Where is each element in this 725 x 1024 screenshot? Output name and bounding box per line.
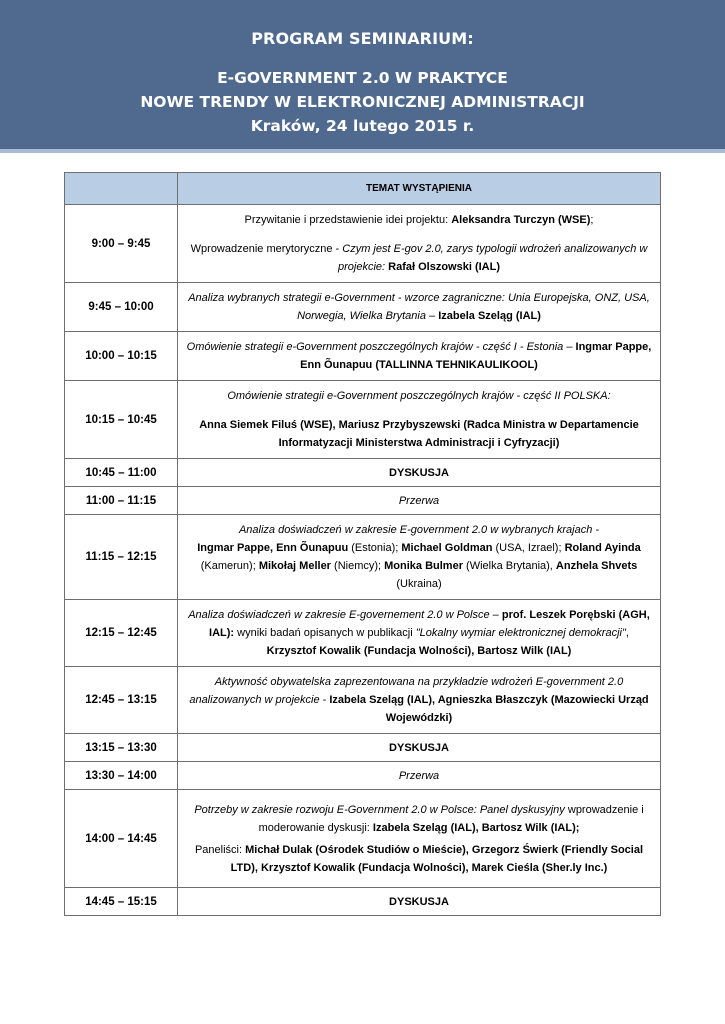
break-cell: Przerwa: [178, 762, 661, 790]
speaker-name: Anzhela Shvets: [555, 560, 638, 572]
speaker-name: Monika Bulmer: [384, 560, 463, 572]
topic-text: Analiza doświadczeń w zakresie E-governement 2.0 w Polsce: [188, 609, 490, 621]
topic-line: Omówienie strategii e-Government poszczególnych krajów - część II POLSKA:: [227, 390, 611, 402]
topic-text: -: [319, 694, 330, 706]
discussion-cell: DYSKUSJA: [178, 888, 661, 916]
topic-line: [184, 211, 654, 229]
table-row: [65, 515, 661, 600]
topic-text: Paneliści:: [194, 843, 246, 856]
time-cell: 12:15 – 12:45: [65, 600, 178, 667]
topic-text: Potrzeby w zakresie rozwoju E-Government 2.0 w Polsce: Panel dyskusyjny: [194, 803, 565, 816]
country-text: (Wielka Brytania),: [463, 560, 556, 572]
speaker-name: Ingmar Pappe, Enn Õunapuu (TALLINNA TEHNIKAULIKOOL): [300, 341, 652, 371]
topic-line: [184, 801, 654, 837]
table-row: [65, 459, 661, 487]
topic-cell: [178, 600, 661, 667]
time-column-header: [65, 173, 178, 205]
discussion-cell: DYSKUSJA: [178, 459, 661, 487]
topic-line: [184, 240, 654, 276]
country-text: (Estonia);: [348, 542, 402, 554]
table-row: [65, 283, 661, 332]
table-row: [65, 888, 661, 916]
speaker-name: Rafał Olszowski (IAL): [388, 261, 500, 273]
country-text: (USA, Izrael);: [492, 542, 565, 554]
table-row: [65, 600, 661, 667]
topic-text: Wprowadzenie merytoryczne -: [190, 243, 343, 255]
time-cell: 13:30 – 14:00: [65, 762, 178, 790]
topic-text: ,: [625, 627, 629, 639]
time-cell: 10:45 – 11:00: [65, 459, 178, 487]
topic-cell: [178, 381, 661, 459]
topic-line: [184, 841, 654, 877]
speaker-name: Anna Siemek Filuś (WSE), Mariusz Przybyszewski (Radca Ministra w Departamencie Informatyzacji Ministerstwa Administracji i Cyfryzacji): [199, 419, 639, 449]
table-header-row: [65, 173, 661, 205]
speaker-name: Izabela Szeląg (IAL), Agnieszka Błaszczyk (Mazowiecki Urząd Wojewódzki): [329, 694, 649, 724]
topic-text: wprowadzenie i moderowanie dyskusji:: [258, 803, 644, 834]
table-row: [65, 381, 661, 459]
speaker-name: Roland Ayinda: [564, 542, 641, 554]
seminar-place-date: Kraków, 24 lutego 2015 r.: [250, 117, 475, 135]
speaker-name: Krzysztof Kowalik (Fundacja Wolności), Bartosz Wilk (IAL): [266, 645, 572, 657]
country-text: (Ukraina): [396, 578, 442, 590]
topic-text: –: [489, 609, 502, 621]
table-row: [65, 667, 661, 734]
program-title: PROGRAM SEMINARIUM:: [251, 29, 474, 48]
table-row: [65, 790, 661, 888]
program-table: [64, 172, 661, 916]
topic-text: Analiza doświadczeń w zakresie E-government 2.0 w wybranych krajach -: [238, 524, 600, 536]
table-row: [65, 762, 661, 790]
topic-cell: [178, 283, 661, 332]
speaker-name: Izabela Szeląg (IAL): [438, 310, 541, 322]
break-cell: Przerwa: [178, 487, 661, 515]
speaker-name: Mikołaj Meller: [258, 560, 331, 572]
speaker-name: Ingmar Pappe, Enn Õunapuu: [197, 542, 349, 554]
speaker-name: Michael Goldman: [401, 542, 493, 554]
discussion-cell: DYSKUSJA: [178, 734, 661, 762]
time-cell: 10:15 – 10:45: [65, 381, 178, 459]
topic-text: Analiza wybranych strategii e-Government - wzorce zagraniczne: Unia Europejska, ONZ, USA, Norwegia, Wielka Brytania: [188, 292, 650, 322]
topic-text: ;: [590, 214, 594, 226]
time-cell: 14:45 – 15:15: [65, 888, 178, 916]
seminar-subtitle: NOWE TRENDY W ELEKTRONICZNEJ ADMINISTRACJI: [140, 93, 585, 111]
time-cell: 9:00 – 9:45: [65, 205, 178, 283]
topic-cell: [178, 332, 661, 381]
country-text: (Kamerun);: [200, 560, 259, 572]
time-cell: 11:00 – 11:15: [65, 487, 178, 515]
speaker-name: Izabela Szeląg (IAL), Bartosz Wilk (IAL);: [372, 821, 580, 834]
topic-cell: [178, 515, 661, 600]
time-cell: 9:45 – 10:00: [65, 283, 178, 332]
time-cell: 14:00 – 14:45: [65, 790, 178, 888]
table-row: [65, 487, 661, 515]
topic-cell: [178, 790, 661, 888]
topic-text: Aktywność obywatelska zaprezentowana na przykładzie wdrożeń E-government 2.0 analizowanych w projekcie: [189, 676, 624, 706]
topic-column-header: TEMAT WYSTĄPIENIA: [178, 173, 661, 205]
table-row: [65, 205, 661, 283]
time-cell: 13:15 – 13:30: [65, 734, 178, 762]
time-cell: 10:00 – 10:15: [65, 332, 178, 381]
topic-text: Czym jest E-gov 2.0, zarys typologii wdrożeń analizowanych w projekcie:: [338, 243, 648, 273]
publication-title: "Lokalny wymiar elektronicznej demokracji": [415, 627, 626, 639]
speaker-name: prof. Leszek Porębski (AGH, IAL):: [209, 609, 650, 639]
topic-text: Przywitanie i przedstawienie idei projektu:: [244, 214, 452, 226]
topic-text: Omówienie strategii e-Government poszczególnych krajów - część I - Estonia: [186, 341, 564, 353]
country-text: (Niemcy);: [330, 560, 385, 572]
time-cell: 12:45 – 13:15: [65, 667, 178, 734]
topic-text: wyniki badań opisanych w publikacji: [234, 627, 416, 639]
topic-text: –: [425, 310, 439, 322]
time-cell: 11:15 – 12:15: [65, 515, 178, 600]
table-row: [65, 332, 661, 381]
speaker-name: Michał Dulak (Ośrodek Studiów o Mieście), Grzegorz Świerk (Friendly Social LTD), Krzysztof Kowalik (Fundacja Wolności), Marek Cieśla (Sher.ly Inc.): [230, 843, 644, 874]
topic-cell: [178, 667, 661, 734]
topic-cell: [178, 205, 661, 283]
speaker-name: Aleksandra Turczyn (WSE): [451, 214, 591, 226]
document-header: [0, 0, 725, 153]
table-row: [65, 734, 661, 762]
topic-text: –: [563, 341, 576, 353]
seminar-title: E-GOVERNMENT 2.0 W PRAKTYCE: [217, 69, 508, 87]
